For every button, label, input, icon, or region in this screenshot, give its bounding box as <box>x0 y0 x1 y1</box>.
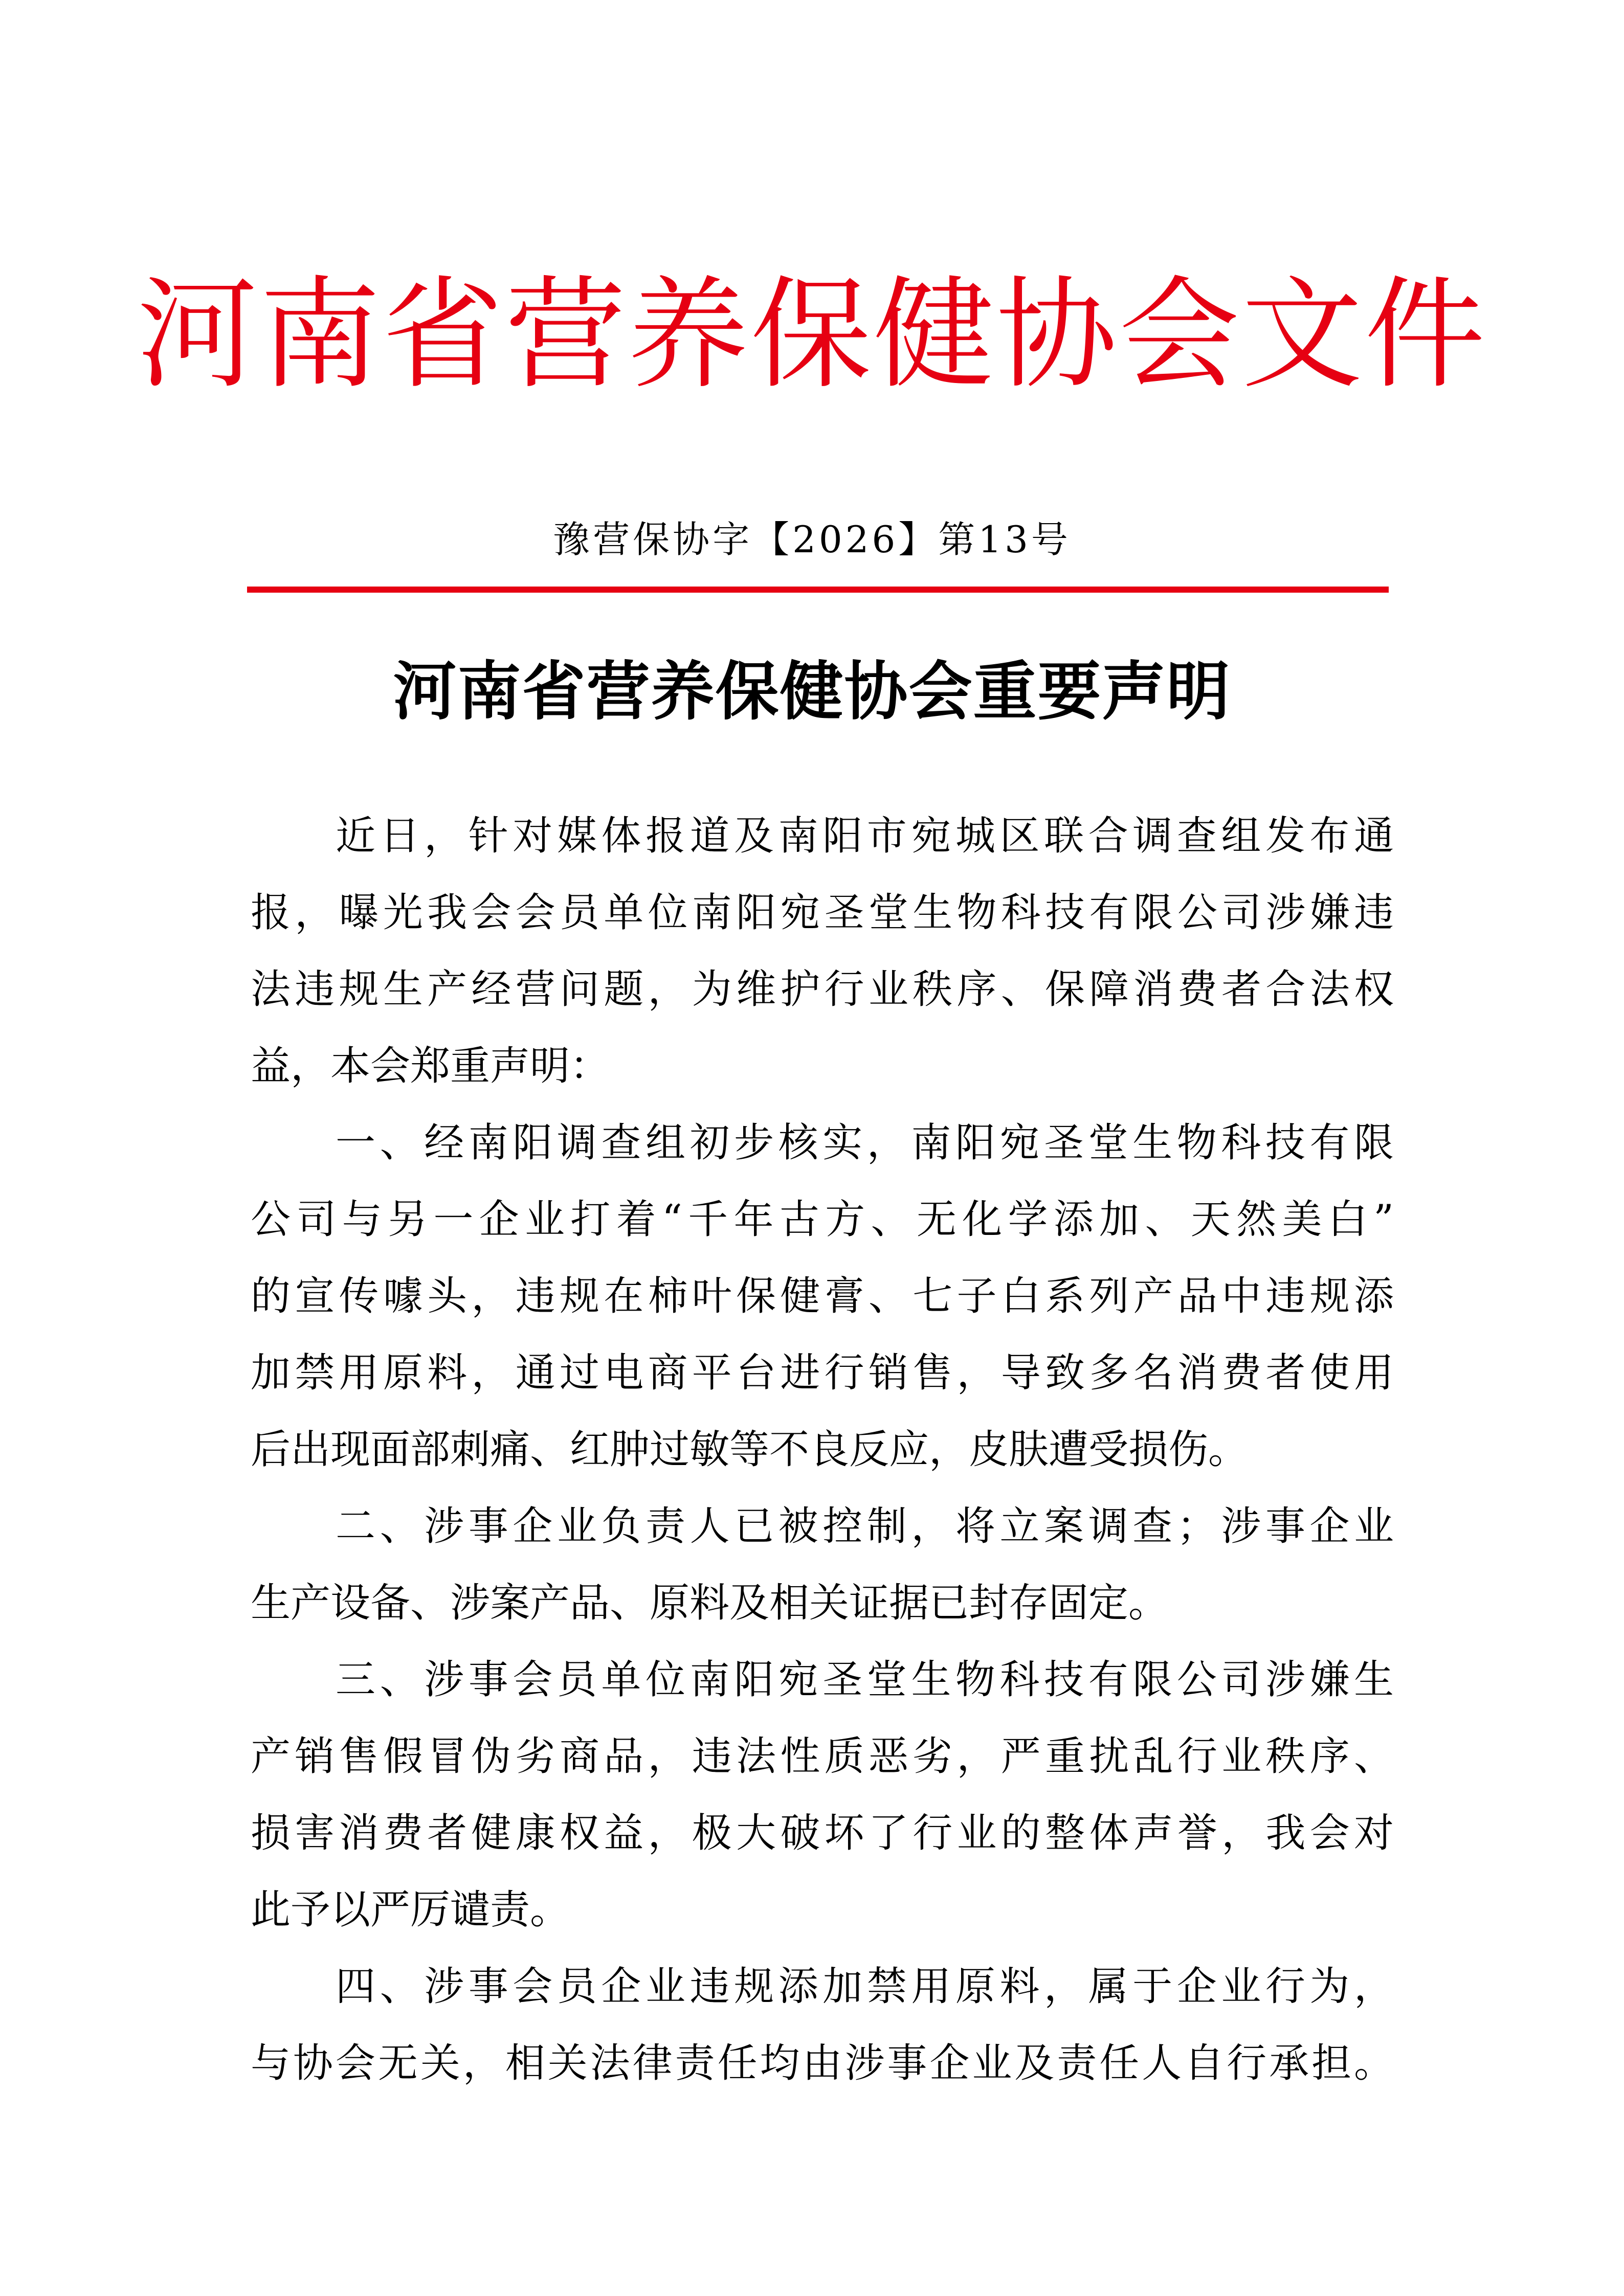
red-divider-line <box>247 587 1389 593</box>
paragraph-line: 报，曝光我会会员单位南阳宛圣堂生物科技有限公司涉嫌违 <box>251 890 1394 936</box>
paragraph-line: 二、涉事企业负责人已被控制，将立案调查；涉事企业 <box>336 1503 1394 1549</box>
paragraph-line: 生产设备、涉案产品、原料及相关证据已封存固定。 <box>251 1580 1169 1626</box>
paragraph-line: 与协会无关，相关法律责任均由涉事企业及责任人自行承担。 <box>251 2040 1394 2086</box>
paragraph-line: 四、涉事会员企业违规添加禁用原料，属于企业行为， <box>336 1964 1394 2010</box>
paragraph-line: 的宣传噱头，违规在柿叶保健膏、七子白系列产品中违规添 <box>251 1273 1394 1319</box>
paragraph-line: 加禁用原料，通过电商平台进行销售，导致多名消费者使用 <box>251 1350 1394 1396</box>
paragraph-line: 损害消费者健康权益，极大破坏了行业的整体声誉，我会对 <box>251 1810 1394 1856</box>
paragraph-line: 后出现面部刺痛、红肿过敏等不良反应，皮肤遭受损伤。 <box>251 1427 1249 1473</box>
paragraph-line: 法违规生产经营问题，为维护行业秩序、保障消费者合法权 <box>251 966 1394 1012</box>
paragraph-line: 公司与另一企业打着“千年古方、无化学添加、天然美白” <box>251 1197 1394 1243</box>
document-number: 豫营保协字【2026】第13号 <box>553 518 1071 561</box>
statement-title: 河南省营养保健协会重要声明 <box>393 655 1231 729</box>
paragraph-line: 近日，针对媒体报道及南阳市宛城区联合调查组发布通 <box>336 813 1394 859</box>
organization-header: 河南省营养保健协会文件 <box>137 264 1487 405</box>
paragraph-line: 益，本会郑重声明： <box>251 1043 610 1089</box>
paragraph-line: 三、涉事会员单位南阳宛圣堂生物科技有限公司涉嫌生 <box>336 1657 1394 1703</box>
paragraph-line: 产销售假冒伪劣商品，违法性质恶劣，严重扰乱行业秩序、 <box>251 1734 1394 1780</box>
paragraph-line: 一、经南阳调查组初步核实，南阳宛圣堂生物科技有限 <box>336 1120 1394 1166</box>
paragraph-line: 此予以严厉谴责。 <box>251 1887 570 1933</box>
statement-body <box>251 798 1394 2102</box>
